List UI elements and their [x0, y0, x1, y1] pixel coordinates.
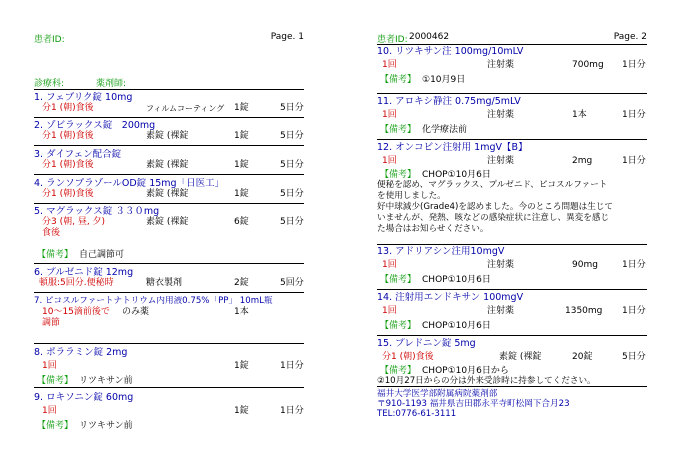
medication-item [377, 246, 647, 290]
note-text: 自己調節可 [79, 250, 125, 260]
medication-item [34, 92, 304, 118]
drug-name: 14. 注射用エンドキサン 100mgV [377, 292, 524, 303]
usage: 分1 (朝)食後 [42, 189, 94, 199]
drug-name: 9. ロキソニン錠 60mg [34, 392, 134, 403]
usage: 1回 [382, 156, 397, 166]
form: 素錠 (裸錠 [146, 131, 189, 141]
days: 1日分 [622, 260, 646, 270]
days: 5日分 [280, 103, 304, 113]
usage: 1回 [382, 110, 397, 120]
days: 5日分 [622, 352, 646, 362]
form: 糖衣製剤 [146, 278, 183, 288]
days: 1日分 [622, 156, 646, 166]
usage: 1回 [382, 306, 397, 316]
quantity: 6錠 [234, 217, 249, 227]
medication-item [34, 347, 304, 388]
divider [377, 44, 647, 45]
days: 5回分 [280, 278, 304, 288]
drug-name: 13. アドリアシン注用10mgV [377, 246, 505, 257]
usage: 分1 (朝)食後 [42, 103, 94, 113]
quantity: 1錠 [234, 361, 249, 371]
medication-item [34, 392, 304, 432]
quantity: 2mg [572, 156, 593, 166]
note-key: 【備考】 [380, 275, 417, 285]
patient-id-header [377, 32, 647, 43]
note-line: を使用しました。 [377, 191, 446, 201]
drug-name: 10. リツキサン注 100mg/10mLV [377, 46, 524, 57]
form: 素錠 (裸錠 [146, 217, 189, 227]
quantity: 20錠 [572, 352, 593, 362]
pharmacy-name: 福井大学医学部附属病院薬剤部 [377, 389, 498, 399]
pharmacy-tel: TEL:0776-61-3111 [377, 409, 457, 419]
form: 注射薬 [487, 156, 515, 166]
quantity: 1錠 [234, 160, 249, 170]
drug-name: 15. プレドニン錠 5mg [377, 338, 476, 349]
quantity: 2錠 [234, 278, 249, 288]
quantity: 1錠 [234, 131, 249, 141]
form: 素錠 (裸錠 [499, 352, 542, 362]
quantity: 700mg [572, 60, 604, 70]
note-text: ①10月9日 [422, 75, 466, 85]
drug-name: 8. ポララミン錠 2mg [34, 347, 128, 358]
pharmacist-label: 薬剤師: [96, 79, 127, 89]
patient-id-value: 2000462 [409, 32, 450, 42]
note-line: いませんが、発熱、咳などの感染症状に注意し、異変を感じ [377, 213, 610, 223]
usage: 1回 [42, 361, 57, 371]
days: 1日分 [280, 406, 304, 416]
patient-id-label: 患者ID: [34, 35, 65, 45]
form: 注射薬 [487, 260, 515, 270]
pharmacy-address: 〒910-1193 福井県吉田郡永平寺町松岡下合月23 [377, 399, 570, 409]
days: 5日分 [280, 189, 304, 199]
quantity: 90mg [572, 260, 598, 270]
quantity: 1350mg [565, 306, 603, 316]
drug-name: 12. オンコビン注射用 1mgV【B】 [377, 142, 528, 153]
days: 1日分 [622, 110, 646, 120]
drug-name: 4. ランソプラゾールOD錠 15mg「日医工」 [34, 178, 225, 189]
note-text: CHOP①10月6日 [422, 170, 491, 180]
drug-name: 2. ゾビラックス錠 200mg [34, 120, 156, 131]
quantity: 1本 [572, 110, 587, 120]
usage: 分1 (朝)食後 [42, 131, 94, 141]
drug-name: 3. ダイフェン配合錠 [34, 149, 122, 160]
note-text: リツキサン前 [79, 421, 133, 431]
days: 1日分 [280, 361, 304, 371]
page-number: Page. 1 [270, 32, 304, 42]
note-text: CHOP①10月6日から [422, 366, 509, 376]
note-text: リツキサン前 [79, 376, 133, 386]
note-key: 【備考】 [380, 125, 417, 135]
note-text: CHOP①10月6日 [422, 321, 491, 331]
medication-item [34, 178, 304, 204]
form: 注射薬 [487, 60, 515, 70]
medication-item [34, 267, 304, 293]
usage: 1回 [382, 260, 397, 270]
page-number: Page. 2 [613, 32, 647, 42]
medication-item [34, 149, 304, 175]
patient-id-label: 患者ID: [377, 35, 408, 45]
days: 5日分 [280, 160, 304, 170]
pharmacy-footer [377, 389, 570, 419]
note-key: 【備考】 [37, 421, 74, 431]
days: 1日分 [622, 306, 646, 316]
usage: 分1 (朝)食後 [42, 160, 94, 170]
note-key: 【備考】 [37, 376, 74, 386]
medication-item [377, 46, 647, 94]
days: 5日分 [280, 217, 304, 227]
note-text: 化学療法前 [422, 125, 468, 135]
note-line: た場合はお知らせください。 [377, 224, 489, 234]
form: 素錠 (裸錠 [146, 189, 189, 199]
patient-id-header [34, 32, 304, 43]
dept-pharmacist-line [34, 76, 304, 87]
usage: 10～15滴前後で調節 [42, 307, 110, 328]
note-key: 【備考】 [380, 366, 417, 376]
form: のみ薬 [122, 307, 150, 317]
drug-name: 5. マグラックス錠 ３３０mg [34, 206, 160, 217]
quantity: 1錠 [234, 103, 249, 113]
form: 素錠 (裸錠 [146, 160, 189, 170]
medication-item [377, 96, 647, 140]
days: 5日分 [280, 131, 304, 141]
quantity: 1錠 [234, 189, 249, 199]
note-key: 【備考】 [37, 250, 74, 260]
dept-label: 診療科: [34, 79, 65, 89]
usage: 分3 (朝, 昼, 夕)食後 [42, 217, 106, 238]
usage: 頓服:5回分.便秘時 [39, 278, 114, 288]
note-text: CHOP①10月6日 [422, 275, 491, 285]
form: 注射薬 [487, 306, 515, 316]
drug-name: 7. ピコスルファートナトリウム内用液0.75%「PP」 10mL瓶 [34, 296, 273, 306]
medication-item [34, 120, 304, 146]
usage: 1回 [382, 60, 397, 70]
usage: 1回 [42, 406, 57, 416]
divider [34, 89, 304, 90]
days: 1日分 [622, 60, 646, 70]
drug-name: 6. プルゼニド錠 12mg [34, 267, 134, 278]
note-key: 【備考】 [380, 321, 417, 331]
note-line: 便秘を認め、マグラックス、プルゼニド、ピコスルファート [377, 180, 608, 190]
note-key: 【備考】 [380, 170, 417, 180]
medication-item [34, 296, 304, 344]
quantity: 1錠 [234, 406, 249, 416]
medication-item [377, 142, 647, 245]
medication-item [377, 338, 647, 387]
note-key: 【備考】 [380, 75, 417, 85]
drug-name: 1. フェブリク錠 10mg [34, 92, 133, 103]
form: 注射薬 [487, 110, 515, 120]
quantity: 1本 [234, 307, 249, 317]
form: フィルムコーティング [146, 104, 225, 113]
usage: 分1 (朝)食後 [382, 352, 434, 362]
note-line: ②10月27日からの分は外来受診時に持参してください。 [377, 376, 596, 386]
medication-item [377, 292, 647, 336]
drug-name: 11. アロキシ静注 0.75mg/5mLV [377, 96, 521, 107]
medication-item [34, 206, 304, 264]
note-line: 好中球減少(Grade4)を認めました。今のところ問題は生じて [377, 202, 614, 212]
